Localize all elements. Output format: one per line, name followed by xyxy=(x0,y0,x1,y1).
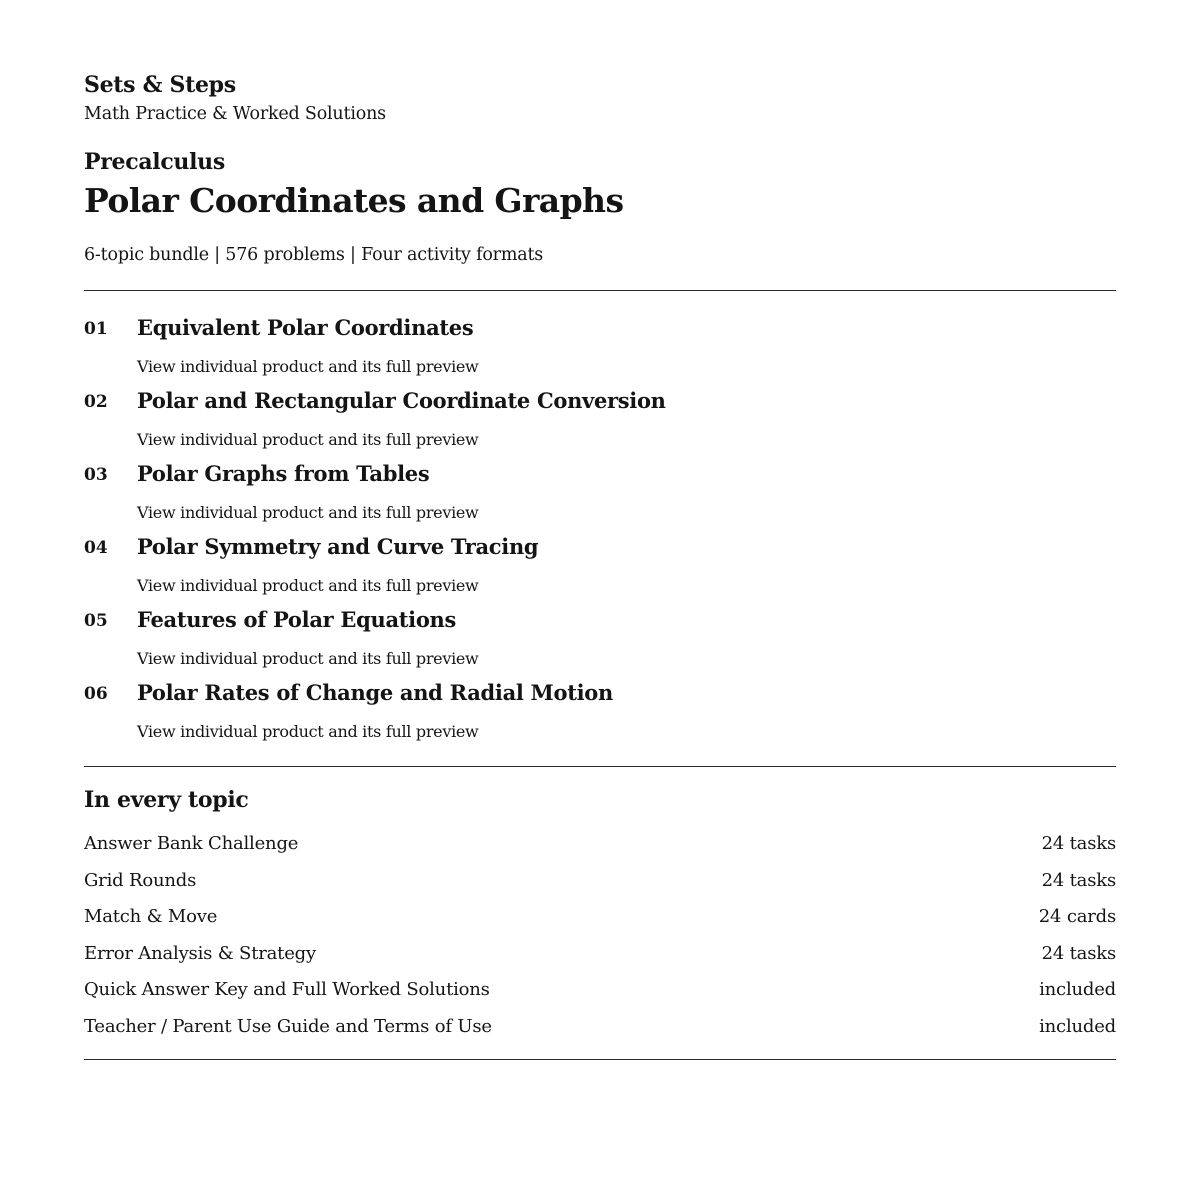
brand-tagline: Math Practice & Worked Solutions xyxy=(84,104,386,124)
topic-item xyxy=(84,533,1116,606)
feature-count: 24 tasks xyxy=(1041,833,1116,854)
view-product-link[interactable]: View individual product and its full preview xyxy=(137,430,479,449)
feature-name: Quick Answer Key and Full Worked Solutions xyxy=(84,979,490,1001)
feature-row xyxy=(84,868,1116,905)
topic-item xyxy=(84,606,1116,679)
divider xyxy=(84,766,1116,767)
topic-title: Polar Graphs from Tables xyxy=(137,461,430,486)
topic-title: Polar and Rectangular Coordinate Conversion xyxy=(137,388,666,413)
feature-row xyxy=(84,941,1116,978)
feature-name: Match & Move xyxy=(84,906,218,928)
page-title: Polar Coordinates and Graphs xyxy=(84,181,624,220)
view-product-link[interactable]: View individual product and its full preview xyxy=(137,576,479,595)
brand-name: Sets & Steps xyxy=(84,72,236,98)
bundle-summary: 6-topic bundle | 576 problems | Four activity formats xyxy=(84,245,544,265)
feature-list xyxy=(84,831,1116,1051)
feature-count: 24 tasks xyxy=(1041,869,1116,891)
topic-item xyxy=(84,460,1116,533)
view-product-link[interactable]: View individual product and its full preview xyxy=(137,357,479,376)
topic-item xyxy=(84,314,1116,387)
feature-count: included xyxy=(1039,979,1116,1001)
topic-item xyxy=(84,387,1116,460)
topic-title: Polar Rates of Change and Radial Motion xyxy=(137,680,613,705)
feature-name: Teacher / Parent Use Guide and Terms of Use xyxy=(84,1015,492,1037)
feature-count: 24 cards xyxy=(1038,906,1116,928)
view-product-link[interactable]: View individual product and its full preview xyxy=(137,503,479,522)
feature-row xyxy=(84,977,1116,1014)
topic-title: Polar Symmetry and Curve Tracing xyxy=(137,534,539,559)
view-product-link[interactable]: View individual product and its full preview xyxy=(137,649,479,668)
feature-name: Error Analysis & Strategy xyxy=(84,942,316,964)
feature-count: included xyxy=(1039,1015,1116,1037)
feature-count: 24 tasks xyxy=(1041,942,1116,964)
topic-number: 04 xyxy=(84,538,108,558)
topic-number: 06 xyxy=(84,684,108,704)
topic-number: 05 xyxy=(84,611,108,631)
divider xyxy=(84,290,1116,291)
feature-row xyxy=(84,831,1116,868)
subject-heading: Precalculus xyxy=(84,149,225,175)
divider xyxy=(84,1059,1116,1060)
topic-list xyxy=(84,314,1116,752)
feature-name: Answer Bank Challenge xyxy=(84,833,299,854)
topic-number: 01 xyxy=(84,319,108,339)
section-heading: In every topic xyxy=(84,787,249,813)
topic-title: Features of Polar Equations xyxy=(137,607,457,632)
view-product-link[interactable]: View individual product and its full preview xyxy=(137,722,479,741)
topic-number: 03 xyxy=(84,465,108,485)
topic-item xyxy=(84,679,1116,752)
topic-number: 02 xyxy=(84,392,108,412)
feature-row xyxy=(84,1014,1116,1051)
feature-name: Grid Rounds xyxy=(84,869,197,891)
feature-row xyxy=(84,904,1116,941)
topic-title: Equivalent Polar Coordinates xyxy=(137,315,474,340)
